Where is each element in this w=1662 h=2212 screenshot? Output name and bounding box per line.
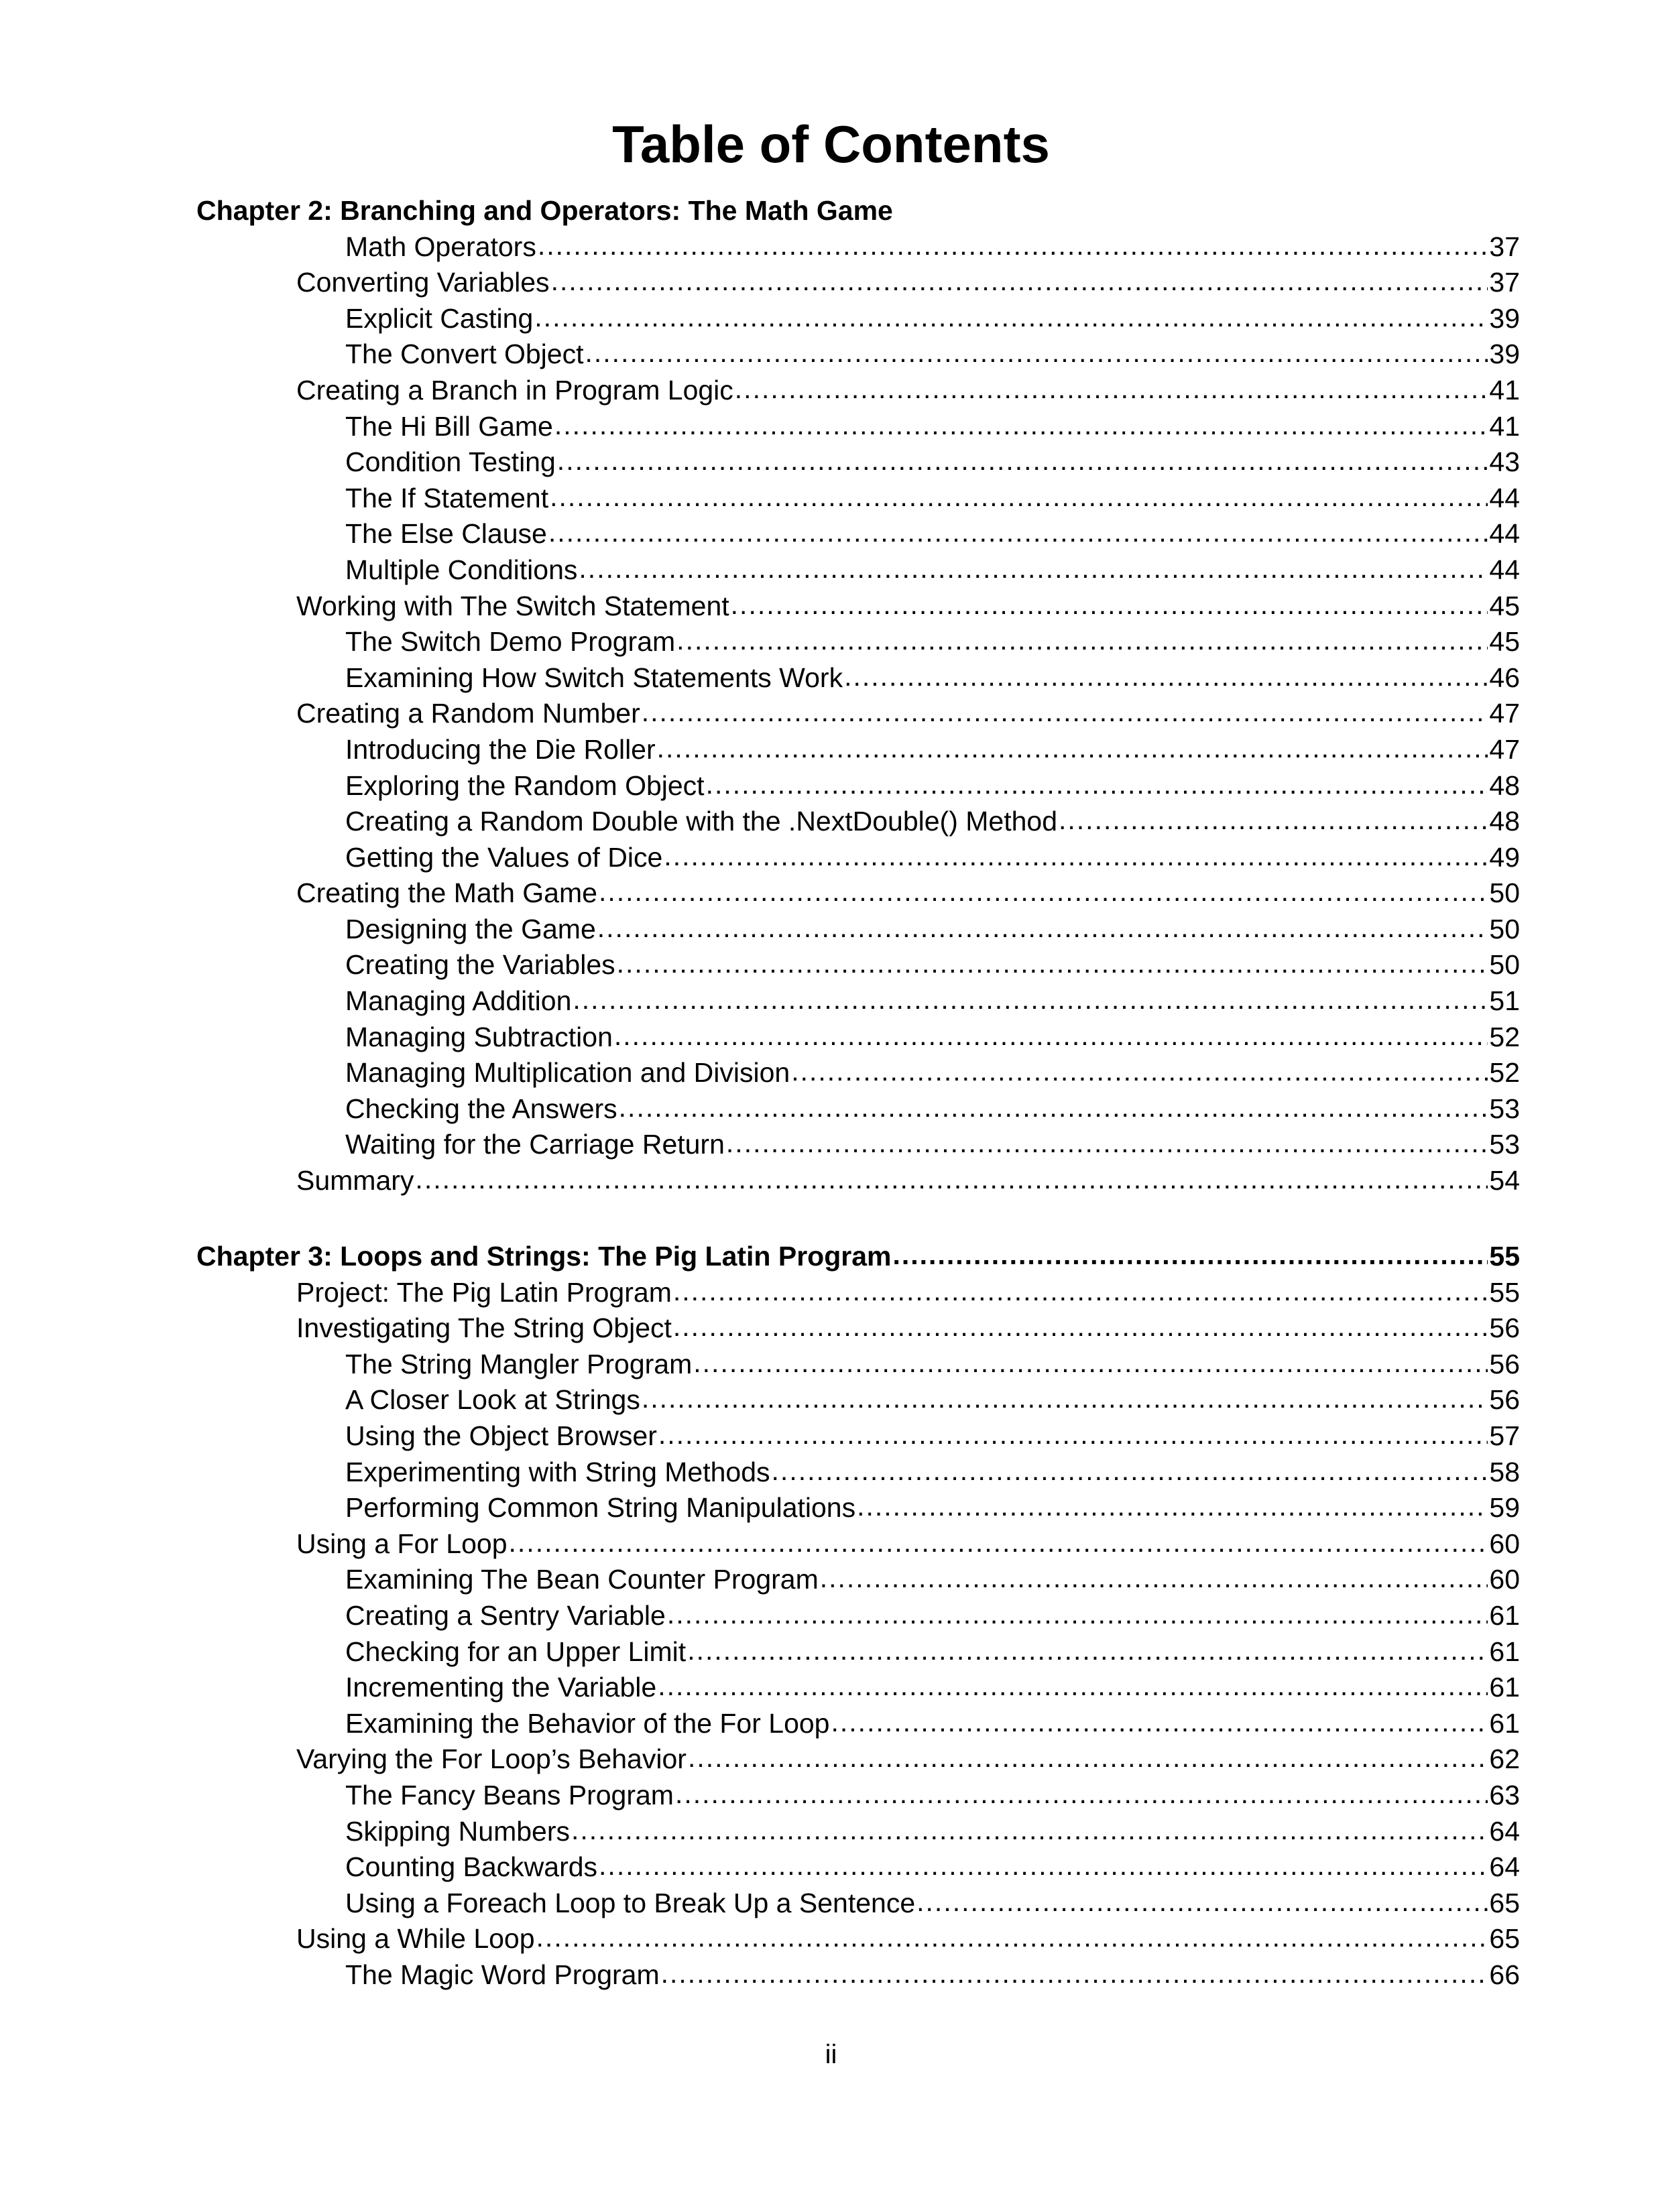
toc-entry <box>345 1706 1520 1742</box>
toc-entry-page: 48 <box>1489 806 1520 837</box>
toc-entry-title: Multiple Conditions <box>345 554 578 585</box>
toc-entry-title: Investigating The String Object <box>296 1312 672 1344</box>
chapter-heading-text: Chapter 2: Branching and Operators: The Math Game <box>196 195 893 226</box>
toc-entry <box>345 229 1520 265</box>
toc-entry-page: 46 <box>1489 662 1520 693</box>
dot-leader <box>642 1381 1488 1417</box>
toc-entry-title: The Fancy Beans Program <box>345 1779 674 1810</box>
toc-entry-page: 61 <box>1489 1599 1520 1631</box>
toc-entry-title: The Else Clause <box>345 518 547 550</box>
toc-entry <box>345 1778 1520 1814</box>
toc-entry-page: 56 <box>1489 1312 1520 1344</box>
toc-entry-page: 60 <box>1489 1528 1520 1559</box>
dot-leader <box>599 1848 1488 1884</box>
dot-leader <box>657 731 1488 767</box>
toc-entry-title: The If Statement <box>345 482 549 513</box>
toc-entry-title: Examining How Switch Statements Work <box>345 662 843 693</box>
toc-entry-title: Incrementing the Variable <box>345 1672 657 1703</box>
dot-leader <box>597 910 1488 946</box>
toc-entry <box>296 1275 1520 1311</box>
toc-entry-page: 44 <box>1489 554 1520 585</box>
dot-leader <box>550 479 1488 515</box>
toc-entry-page: 65 <box>1489 1923 1520 1955</box>
toc-entry <box>345 1382 1520 1418</box>
toc-entry-title: Working with The Switch Statement <box>296 590 729 621</box>
dot-leader <box>687 1633 1488 1669</box>
toc-entry <box>296 1526 1520 1562</box>
toc-entry <box>296 589 1520 625</box>
toc-entry-page: 61 <box>1489 1707 1520 1739</box>
toc-entry-title: Skipping Numbers <box>345 1815 570 1847</box>
toc-entry <box>345 1055 1520 1091</box>
toc-entry <box>345 768 1520 804</box>
dot-leader <box>548 515 1488 551</box>
toc-entry <box>345 912 1520 948</box>
toc-entry-title: Creating a Branch in Program Logic <box>296 374 733 406</box>
chapter-heading-text: Chapter 3: Loops and Strings: The Pig Latin Program <box>196 1241 892 1272</box>
chapter-2-heading <box>196 193 1520 229</box>
toc-entry <box>296 265 1520 301</box>
dot-leader <box>706 767 1488 803</box>
dot-leader <box>551 263 1488 300</box>
dot-leader <box>1059 802 1488 839</box>
toc-entry-title: Checking the Answers <box>345 1093 617 1124</box>
toc-entry-title: Creating the Variables <box>345 949 615 981</box>
dot-leader <box>857 1489 1488 1525</box>
toc-entry-page: 50 <box>1489 877 1520 909</box>
toc-entry-page: 48 <box>1489 770 1520 801</box>
toc-entry <box>296 1921 1520 1957</box>
toc-entry <box>345 1814 1520 1850</box>
dot-leader <box>642 694 1488 731</box>
dot-leader <box>599 874 1488 910</box>
toc-entry-title: Creating a Random Double with the .NextDouble() Method <box>345 806 1057 837</box>
toc-entry-title: Counting Backwards <box>345 1851 598 1883</box>
dot-leader <box>673 1309 1488 1345</box>
toc-entry <box>345 1418 1520 1455</box>
toc-entry <box>296 1741 1520 1778</box>
dot-leader <box>820 1560 1488 1597</box>
toc-entry <box>345 1020 1520 1056</box>
toc-entry <box>345 552 1520 589</box>
dot-leader <box>831 1705 1488 1741</box>
toc-entry <box>345 481 1520 517</box>
toc-entry-page: 53 <box>1489 1093 1520 1124</box>
dot-leader <box>726 1125 1488 1162</box>
toc-entry <box>296 696 1520 732</box>
toc-entry-title: Explicit Casting <box>345 302 534 334</box>
toc-entry-page: 61 <box>1489 1636 1520 1667</box>
toc-entry <box>296 1310 1520 1347</box>
toc-entry-page: 56 <box>1489 1348 1520 1379</box>
toc-entry-title: Math Operators <box>345 231 536 262</box>
dot-leader <box>844 659 1488 695</box>
toc-entry-page: 54 <box>1489 1165 1520 1196</box>
dot-leader <box>735 371 1488 408</box>
toc-entry <box>345 947 1520 983</box>
chapter-heading-page: 55 <box>1489 1241 1520 1272</box>
toc-entry <box>345 301 1520 337</box>
toc-entry-title: Using a For Loop <box>296 1528 508 1559</box>
toc-entry-page: 41 <box>1489 410 1520 442</box>
toc-entry <box>345 1127 1520 1163</box>
dot-leader <box>509 1525 1488 1561</box>
chapter-3-entries <box>0 1275 1662 1993</box>
toc-entry-page: 65 <box>1489 1887 1520 1918</box>
toc-entry <box>296 1163 1520 1199</box>
toc-entry <box>345 732 1520 768</box>
toc-entry-page: 53 <box>1489 1129 1520 1160</box>
toc-entry-title: Condition Testing <box>345 446 556 478</box>
dot-leader <box>791 1054 1488 1090</box>
chapter-3-heading <box>196 1239 1520 1275</box>
dot-leader <box>693 1345 1488 1381</box>
toc-entry <box>345 1886 1520 1922</box>
toc-entry-page: 49 <box>1489 841 1520 873</box>
toc-entry-page: 37 <box>1489 231 1520 262</box>
dot-leader <box>573 982 1488 1018</box>
toc-entry-page: 51 <box>1489 985 1520 1017</box>
toc-entry <box>345 804 1520 840</box>
page-number: ii <box>825 2040 837 2069</box>
page-title: Table of Contents <box>612 115 1050 174</box>
toc-entry-page: 44 <box>1489 518 1520 550</box>
toc-entry <box>345 336 1520 373</box>
toc-entry-page: 64 <box>1489 1851 1520 1883</box>
toc-entry <box>296 373 1520 409</box>
toc-entry <box>345 840 1520 876</box>
toc-entry-page: 64 <box>1489 1815 1520 1847</box>
dot-leader <box>688 1740 1488 1776</box>
toc-entry <box>345 516 1520 552</box>
dot-leader <box>667 1597 1488 1633</box>
toc-entry-title: The Hi Bill Game <box>345 410 553 442</box>
toc-entry <box>345 1670 1520 1706</box>
toc-entry-page: 62 <box>1489 1743 1520 1775</box>
toc-entry-title: The Switch Demo Program <box>345 626 676 658</box>
toc-entry-page: 55 <box>1489 1276 1520 1308</box>
toc-entry-page: 52 <box>1489 1057 1520 1089</box>
toc-entry-page: 45 <box>1489 626 1520 658</box>
toc-entry-title: Creating a Sentry Variable <box>345 1599 666 1631</box>
toc-entry <box>345 624 1520 660</box>
dot-leader <box>658 1668 1488 1705</box>
toc-entry-title: The String Mangler Program <box>345 1348 693 1379</box>
dot-leader <box>557 443 1488 479</box>
toc-entry-title: Waiting for the Carriage Return <box>345 1129 725 1160</box>
toc-entry-title: Managing Multiplication and Division <box>345 1057 790 1089</box>
toc-entry <box>345 1849 1520 1886</box>
toc-entry-page: 57 <box>1489 1420 1520 1451</box>
toc-entry <box>345 1455 1520 1491</box>
dot-leader <box>585 335 1488 371</box>
dot-leader <box>772 1453 1488 1489</box>
dot-leader <box>415 1162 1488 1198</box>
toc-entry-page: 61 <box>1489 1672 1520 1703</box>
toc-entry-title: The Magic Word Program <box>345 1959 660 1990</box>
toc-entry-title: Examining the Behavior of the For Loop <box>345 1707 830 1739</box>
toc-entry-page: 66 <box>1489 1959 1520 1990</box>
toc-entry-page: 47 <box>1489 733 1520 765</box>
toc-entry-page: 39 <box>1489 339 1520 370</box>
toc-entry-page: 60 <box>1489 1564 1520 1595</box>
toc-entry-title: Introducing the Die Roller <box>345 733 656 765</box>
chapter-2-entries <box>0 229 1662 1199</box>
dot-leader <box>661 1956 1488 1992</box>
toc-entry-page: 52 <box>1489 1021 1520 1052</box>
toc-entry-title: Managing Addition <box>345 985 572 1017</box>
chapter-3-section <box>0 1239 1662 1993</box>
toc-entry-title: Creating the Math Game <box>296 877 597 909</box>
dot-leader <box>916 1884 1488 1920</box>
dot-leader <box>676 623 1488 659</box>
dot-leader <box>664 839 1488 875</box>
dot-leader <box>619 1090 1488 1126</box>
dot-leader <box>579 551 1488 587</box>
toc-entry-page: 50 <box>1489 949 1520 981</box>
dot-leader <box>892 1237 1488 1274</box>
toc-entry-title: Summary <box>296 1165 414 1196</box>
toc-entry-page: 56 <box>1489 1384 1520 1416</box>
toc-entry <box>345 983 1520 1020</box>
toc-entry-page: 58 <box>1489 1456 1520 1487</box>
toc-entry-page: 37 <box>1489 267 1520 298</box>
toc-entry-title: Designing the Game <box>345 913 596 944</box>
dot-leader <box>617 946 1488 982</box>
toc-entry-title: Varying the For Loop’s Behavior <box>296 1743 687 1775</box>
toc-entry-title: Converting Variables <box>296 267 550 298</box>
toc-entry-title: A Closer Look at Strings <box>345 1384 640 1416</box>
toc-entry-page: 39 <box>1489 302 1520 334</box>
toc-entry-title: Checking for an Upper Limit <box>345 1636 687 1667</box>
toc-entry <box>345 1634 1520 1670</box>
toc-entry <box>345 444 1520 481</box>
toc-entry-title: Managing Subtraction <box>345 1021 613 1052</box>
toc-entry-title: Project: The Pig Latin Program <box>296 1276 672 1308</box>
dot-leader <box>571 1812 1488 1849</box>
toc-entry <box>345 1562 1520 1598</box>
toc-entry-page: 63 <box>1489 1779 1520 1810</box>
dot-leader <box>658 1417 1488 1453</box>
toc-entry-title: Using the Object Browser <box>345 1420 657 1451</box>
toc-entry-title: Examining The Bean Counter Program <box>345 1564 819 1595</box>
dot-leader <box>673 1274 1488 1310</box>
toc-entry <box>345 1957 1520 1993</box>
toc-entry-page: 47 <box>1489 698 1520 729</box>
toc-entry-page: 50 <box>1489 913 1520 944</box>
toc-entry-title: Getting the Values of Dice <box>345 841 663 873</box>
dot-leader <box>554 408 1488 444</box>
toc-entry-page: 59 <box>1489 1492 1520 1524</box>
toc-entry-title: Experimenting with String Methods <box>345 1456 770 1487</box>
toc-entry-title: Creating a Random Number <box>296 698 640 729</box>
toc-entry <box>345 1347 1520 1383</box>
toc-entry <box>345 1091 1520 1127</box>
toc-entry-title: Exploring the Random Object <box>345 770 705 801</box>
toc-entry-page: 44 <box>1489 482 1520 513</box>
dot-leader <box>614 1018 1488 1054</box>
dot-leader <box>675 1776 1488 1812</box>
toc-entry-page: 41 <box>1489 374 1520 406</box>
toc-entry-title: Performing Common String Manipulations <box>345 1492 856 1524</box>
toc-entry <box>345 409 1520 445</box>
toc-entry <box>345 1598 1520 1634</box>
toc-entry-title: Using a Foreach Loop to Break Up a Sentence <box>345 1887 916 1918</box>
dot-leader <box>731 587 1488 623</box>
toc-entry-title: Using a While Loop <box>296 1923 535 1955</box>
dot-leader <box>538 228 1488 264</box>
toc-entry-page: 45 <box>1489 590 1520 621</box>
dot-leader <box>536 1920 1488 1956</box>
toc-entry <box>296 875 1520 912</box>
chapter-2-section <box>0 193 1662 1199</box>
toc-entry-page: 43 <box>1489 446 1520 478</box>
toc-entry <box>345 1490 1520 1526</box>
toc-entry-title: The Convert Object <box>345 339 584 370</box>
toc-entry <box>345 660 1520 696</box>
dot-leader <box>534 300 1488 336</box>
